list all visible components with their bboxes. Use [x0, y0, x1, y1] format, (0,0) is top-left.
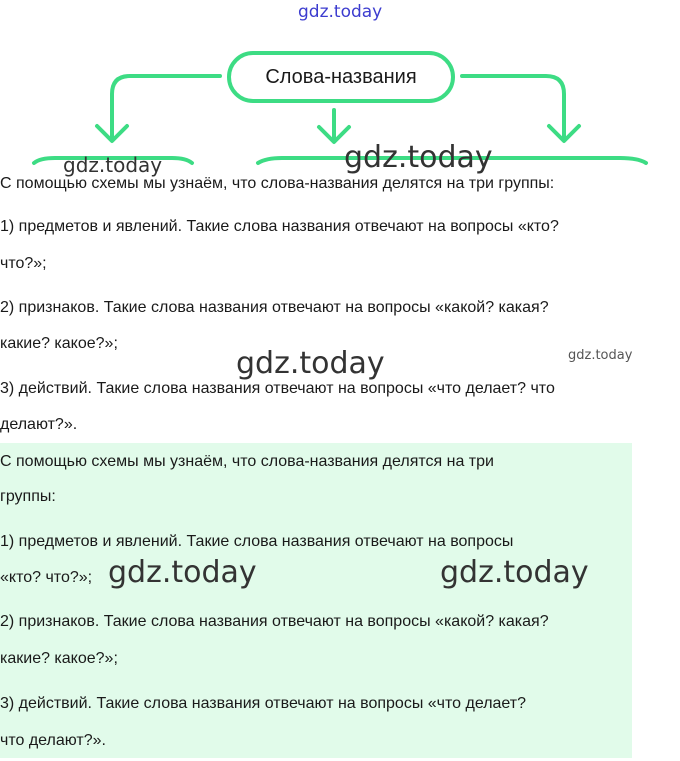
watermark: gdz.today — [298, 2, 383, 22]
answer-item2-line1: 2) признаков. Такие слова названия отвечают на вопросы «какой? какая? — [0, 613, 549, 630]
answer-intro-line2: группы: — [0, 488, 56, 505]
item1-line2: что?»; — [0, 255, 47, 272]
answer-item1-line1: 1) предметов и явлений. Такие слова названия отвечают на вопросы — [0, 533, 514, 550]
item3-line1: 3) действий. Такие слова названия отвечают на вопросы «что делает? что — [0, 380, 555, 397]
watermark: gdz.today — [108, 555, 257, 590]
answer-item2-line2: какие? какое?»; — [0, 650, 118, 667]
answer-item1-line2: «кто? что?»; — [0, 569, 93, 586]
watermark: gdz.today — [63, 153, 163, 177]
item2-line2: какие? какое?»; — [0, 335, 118, 352]
item3-line2: делают?». — [0, 416, 78, 433]
answer-item3-line2: что делают?». — [0, 732, 106, 749]
item2-line1: 2) признаков. Такие слова названия отвечают на вопросы «какой? какая? — [0, 299, 549, 316]
intro-text: С помощью схемы мы узнаём, что слова-названия делятся на три группы: — [0, 175, 555, 192]
right-connector — [462, 76, 564, 140]
answer-item3-line1: 3) действий. Такие слова названия отвечают на вопросы «что делает? — [0, 695, 527, 712]
watermark: gdz.today — [344, 140, 493, 175]
watermark: gdz.today — [568, 348, 633, 363]
left-connector — [112, 76, 220, 140]
diagram-title: Слова-названия — [265, 65, 417, 88]
item1-line1: 1) предметов и явлений. Такие слова названия отвечают на вопросы «кто? — [0, 218, 559, 235]
watermark: gdz.today — [440, 555, 589, 590]
answer-intro-line1: С помощью схемы мы узнаём, что слова-названия делятся на три — [0, 453, 494, 470]
watermark: gdz.today — [236, 346, 385, 381]
